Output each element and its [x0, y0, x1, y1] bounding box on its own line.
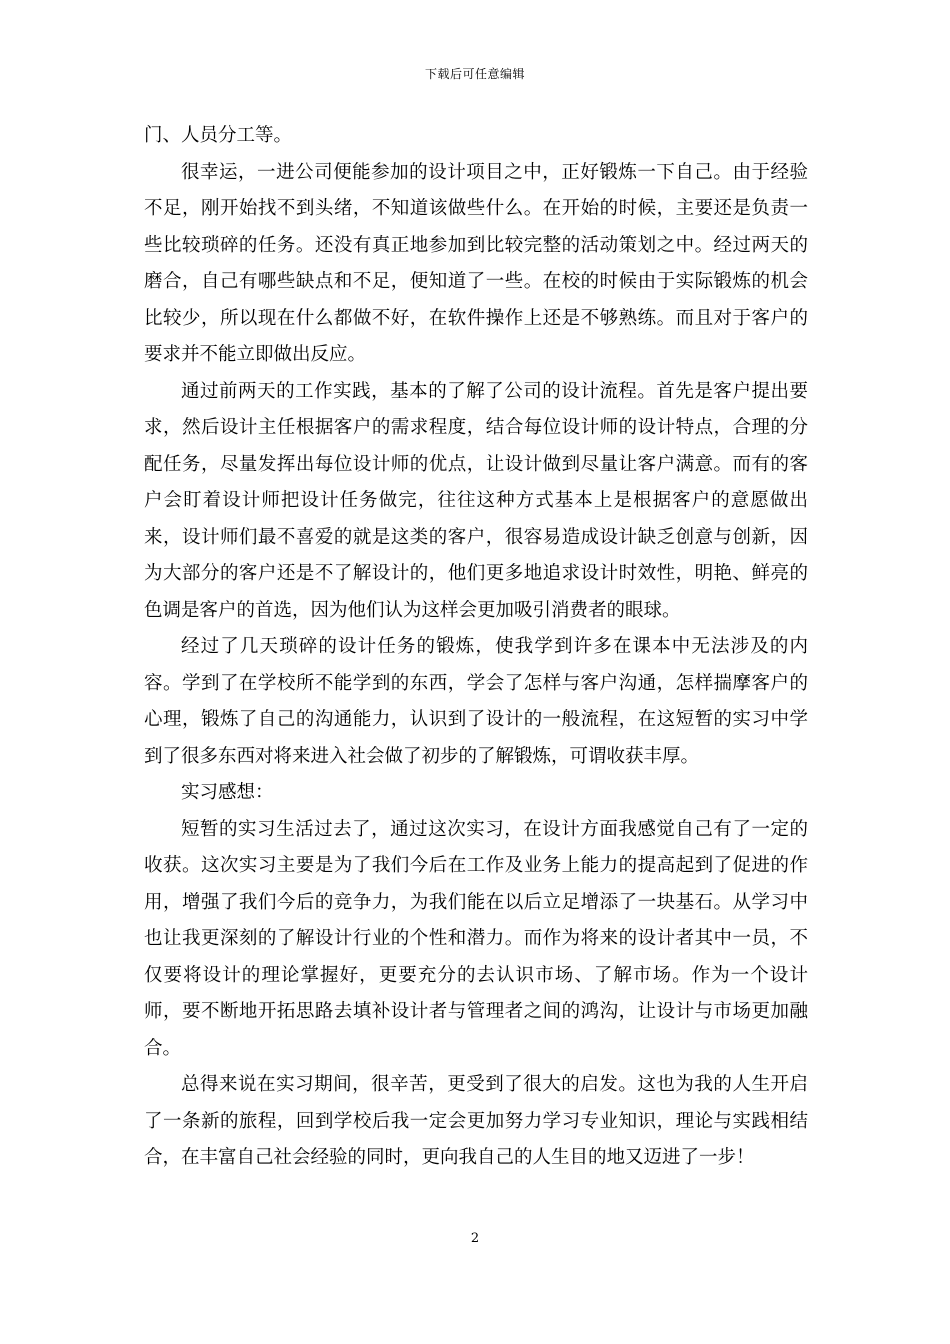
paragraph-reflections: 短暂的实习生活过去了，通过这次实习，在设计方面我感觉自己有了一定的收获。这次实习主要是为了我们今后在工作及业务上能力的提高起到了促进的作用，增强了我们今后的竞争力，为我们能在以后立足增添了一块基石。从学习中也让我更深刻的了解设计行业的个性和潜力。而作为将来的设计者其中一员，不仅要将设计的理论掌握好，更要充分的去认识市场、了解市场。作为一个设计师，要不断地开拓思路去填补设计者与管理者之间的鸿沟，让设计与市场更加融合。 — [144, 818, 808, 1059]
paragraph-lessons-learned: 经过了几天琐碎的设计任务的锻炼，使我学到许多在课本中无法涉及的内容。学到了在学校所不能学到的东西，学会了怎样与客户沟通，怎样揣摩客户的心理，锻炼了自己的沟通能力，认识到了设计的一般流程，在这短暂的实习中学到了很多东西对将来进入社会做了初步的了解锻炼，可谓收获丰厚。 — [144, 636, 808, 767]
paragraph-continuation: 门、人员分工等。 — [144, 125, 293, 146]
document-body — [144, 118, 808, 1177]
paragraph-design-process: 通过前两天的工作实践，基本的了解了公司的设计流程。首先是客户提出要求，然后设计主任根据客户的需求程度，结合每位设计师的设计特点，合理的分配任务，尽量发挥出每位设计师的优点，让设计做到尽量让客户满意。而有的客户会盯着设计师把设计任务做完，往往这种方式基本上是根据客户的意愿做出来，设计师们最不喜爱的就是这类的客户，很容易造成设计缺乏创意与创新，因为大部分的客户还是不了解设计的，他们更多地追求设计时效性，明艳、鲜亮的色调是客户的首选，因为他们认为这样会更加吸引消费者的眼球。 — [144, 380, 808, 621]
page-number: 2 — [470, 1231, 480, 1246]
paragraph-conclusion: 总得来说在实习期间，很辛苦，更受到了很大的启发。这也为我的人生开启了一条新的旅程，回到学校后我一定会更加努力学习专业知识，理论与实践相结合，在丰富自己社会经验的同时，更向我自己的人生目的地又迈进了一步！ — [144, 1074, 808, 1168]
paragraph-internship-start: 很幸运，一进公司便能参加的设计项目之中，正好锻炼一下自己。由于经验不足，刚开始找不到头绪，不知道该做些什么。在开始的时候，主要还是负责一些比较琐碎的任务。还没有真正地参加到比较完整的活动策划之中。经过两天的磨合，自己有哪些缺点和不足，便知道了一些。在校的时候由于实际锻炼的机会比较少，所以现在什么都做不好，在软件操作上还是不够熟练。而且对于客户的要求并不能立即做出反应。 — [144, 161, 808, 365]
page-header: 下载后可任意编辑 — [424, 67, 525, 81]
section-heading-reflections: 实习感想： — [181, 782, 274, 803]
